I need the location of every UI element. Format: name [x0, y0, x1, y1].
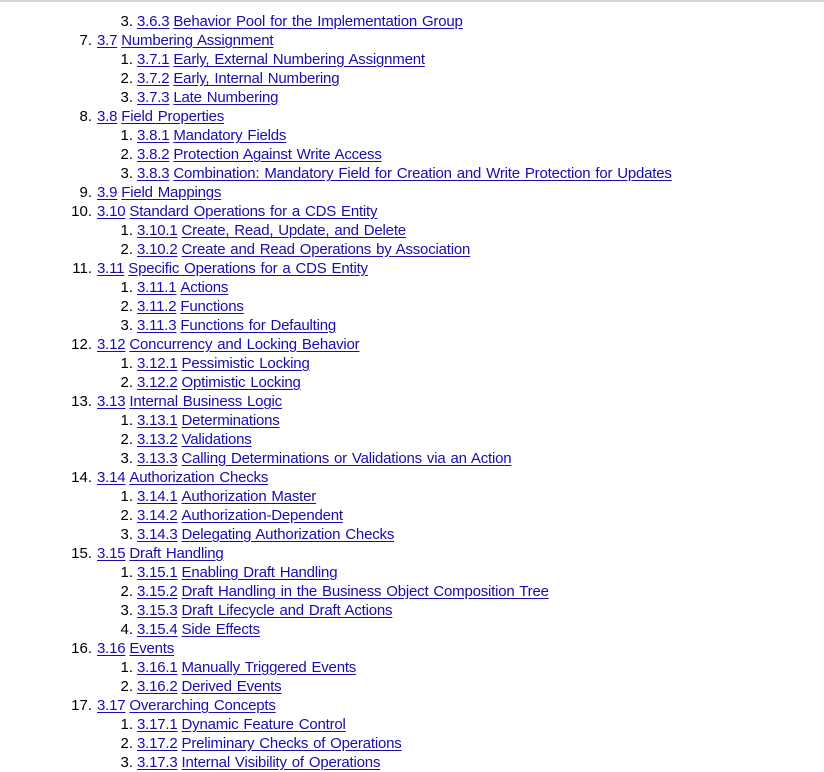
toc-item-number: 3.	[120, 317, 133, 334]
toc-item-section[interactable]: 3.11.3	[137, 317, 177, 334]
toc-item-link[interactable]	[137, 734, 402, 753]
toc-item-section[interactable]: 3.16.2	[137, 678, 178, 695]
toc-item	[0, 601, 824, 620]
toc-item-link[interactable]	[137, 126, 286, 145]
toc-item-link[interactable]	[97, 696, 276, 715]
toc-item-section[interactable]: 3.13.1	[137, 412, 178, 429]
toc-item-section[interactable]: 3.6.3	[137, 13, 170, 30]
toc-item	[0, 753, 824, 772]
toc-item-number: 11.	[72, 260, 92, 277]
toc-item	[0, 696, 824, 715]
toc-item-link[interactable]	[137, 12, 463, 31]
toc-item-number: 3.	[120, 526, 133, 543]
toc-item-section[interactable]: 3.10	[97, 203, 126, 220]
toc-item	[0, 487, 824, 506]
toc-item-number: 2.	[120, 241, 133, 258]
toc-item-section[interactable]: 3.14.1	[137, 488, 178, 505]
toc-item-number: 1.	[120, 412, 133, 429]
toc-item	[0, 544, 824, 563]
toc-item	[0, 563, 824, 582]
toc-item	[0, 468, 824, 487]
toc-item-section[interactable]: 3.11	[97, 260, 125, 277]
toc-item-number: 7.	[79, 32, 92, 49]
toc-item-section[interactable]: 3.7.1	[137, 51, 170, 68]
toc-item-number: 17.	[71, 697, 92, 714]
toc-item-title[interactable]: Pessimistic Locking	[181, 355, 310, 372]
toc-item-link[interactable]	[137, 373, 301, 392]
toc-item-number: 3.	[120, 165, 133, 182]
toc-item-title[interactable]: Functions for Defaulting	[180, 317, 337, 334]
toc-item-section[interactable]: 3.8.2	[137, 146, 170, 163]
toc-item-title[interactable]: Standard Operations for a CDS Entity	[129, 203, 378, 220]
toc-item-section[interactable]: 3.9	[97, 184, 118, 201]
toc-item-number: 2.	[120, 735, 133, 752]
toc-item-number: 2.	[120, 507, 133, 524]
toc-item	[0, 715, 824, 734]
toc-item	[0, 107, 824, 126]
toc-item-number: 13.	[71, 393, 92, 410]
toc-item-section[interactable]: 3.11.1	[137, 279, 177, 296]
toc-item	[0, 734, 824, 753]
toc-item	[0, 88, 824, 107]
toc-item-link[interactable]	[137, 411, 280, 430]
toc-item-title[interactable]: Early, Internal Numbering	[173, 70, 340, 87]
toc-item-number: 16.	[71, 640, 92, 657]
toc-item-section[interactable]: 3.17	[97, 697, 126, 714]
toc-item-section[interactable]: 3.14	[97, 469, 126, 486]
toc-item-link[interactable]	[137, 145, 382, 164]
toc-item-title[interactable]: Field Mappings	[121, 184, 222, 201]
toc-item-link[interactable]	[137, 297, 244, 316]
toc-item-section[interactable]: 3.15.4	[137, 621, 178, 638]
toc-item-link[interactable]	[137, 316, 336, 335]
toc-item-number: 2.	[120, 374, 133, 391]
toc-item-link[interactable]	[137, 506, 343, 525]
toc-item-title[interactable]: Mandatory Fields	[173, 127, 287, 144]
toc-item-number: 3.	[120, 602, 133, 619]
toc-item	[0, 335, 824, 354]
toc-item-title[interactable]: Internal Business Logic	[129, 393, 282, 410]
toc-item-title[interactable]: Side Effects	[181, 621, 260, 638]
toc-item	[0, 259, 824, 278]
toc-item-section[interactable]: 3.14.3	[137, 526, 178, 543]
toc-item-number: 2.	[120, 298, 133, 315]
toc-item-link[interactable]	[137, 658, 356, 677]
toc-item-number: 4.	[120, 621, 133, 638]
toc-item-number: 3.	[120, 450, 133, 467]
toc-item-link[interactable]	[137, 601, 392, 620]
toc-item-title[interactable]: Determinations	[181, 412, 280, 429]
toc-item-section[interactable]: 3.17.3	[137, 754, 178, 771]
toc-item-section[interactable]: 3.7.2	[137, 70, 170, 87]
toc-item-title[interactable]: Numbering Assignment	[121, 32, 274, 49]
toc-item	[0, 126, 824, 145]
toc-item-number: 1.	[120, 51, 133, 68]
toc-item-link[interactable]	[137, 715, 346, 734]
toc-item-number: 2.	[120, 431, 133, 448]
toc-item-link[interactable]	[137, 354, 310, 373]
toc-item-number: 1.	[120, 659, 133, 676]
toc-item	[0, 430, 824, 449]
toc-item-section[interactable]: 3.15.3	[137, 602, 178, 619]
toc-item-link[interactable]	[137, 164, 672, 183]
toc-item-section[interactable]: 3.15	[97, 545, 126, 562]
toc-item	[0, 316, 824, 335]
toc-item	[0, 658, 824, 677]
toc-item-number: 1.	[120, 127, 133, 144]
toc-item-link[interactable]	[137, 278, 228, 297]
toc-item-number: 1.	[120, 716, 133, 733]
toc-item-link[interactable]	[137, 50, 425, 69]
toc-item	[0, 506, 824, 525]
toc-item-link[interactable]	[137, 449, 511, 468]
toc-item-link[interactable]	[137, 88, 278, 107]
toc-item	[0, 240, 824, 259]
toc-item-link[interactable]	[97, 392, 282, 411]
toc-item	[0, 69, 824, 88]
toc-item-link[interactable]	[137, 487, 316, 506]
toc-item-title[interactable]: Draft Handling in the Business Object Composition Tree	[181, 583, 549, 600]
toc-item-title[interactable]: Draft Lifecycle and Draft Actions	[181, 602, 393, 619]
toc-item-section[interactable]: 3.13.3	[137, 450, 178, 467]
toc-item-title[interactable]: Validations	[181, 431, 252, 448]
toc-item-title[interactable]: Overarching Concepts	[129, 697, 276, 714]
toc-item-section[interactable]: 3.17.1	[137, 716, 178, 733]
toc-item-number: 9.	[79, 184, 92, 201]
toc-item-number: 10.	[71, 203, 92, 220]
toc-item-link[interactable]	[137, 620, 260, 639]
toc-item	[0, 677, 824, 696]
toc-item-number: 2.	[120, 146, 133, 163]
toc-item	[0, 449, 824, 468]
toc-item-title[interactable]: Authorization Checks	[129, 469, 269, 486]
toc-item-title[interactable]: Delegating Authorization Checks	[181, 526, 395, 543]
toc-item-title[interactable]: Early, External Numbering Assignment	[173, 51, 425, 68]
toc-item-number: 2.	[120, 70, 133, 87]
toc-item-title[interactable]: Protection Against Write Access	[173, 146, 382, 163]
table-of-contents	[0, 12, 824, 772]
toc-item-link[interactable]	[137, 582, 549, 601]
toc-item	[0, 373, 824, 392]
toc-item-section[interactable]: 3.12.1	[137, 355, 178, 372]
toc-item	[0, 297, 824, 316]
toc-item-title[interactable]: Create and Read Operations by Association	[181, 241, 471, 258]
toc-item	[0, 278, 824, 297]
top-divider	[0, 0, 824, 2]
toc-item-section[interactable]: 3.8.1	[137, 127, 170, 144]
toc-item-link[interactable]	[97, 31, 273, 50]
toc-item-link[interactable]	[97, 335, 359, 354]
toc-item-link[interactable]	[97, 259, 368, 278]
toc-item-title[interactable]: Derived Events	[181, 678, 282, 695]
toc-item-title[interactable]: Dynamic Feature Control	[181, 716, 346, 733]
toc-item-link[interactable]	[97, 183, 221, 202]
toc-item-number: 3.	[120, 754, 133, 771]
toc-item-title[interactable]: Combination: Mandatory Field for Creation and Write Protection for Updates	[173, 165, 672, 182]
toc-item-link[interactable]	[137, 525, 394, 544]
toc-item-title[interactable]: Authorization Master	[181, 488, 317, 505]
toc-item-link[interactable]	[137, 677, 281, 696]
toc-item	[0, 639, 824, 658]
toc-item-section[interactable]: 3.10.2	[137, 241, 178, 258]
toc-item	[0, 31, 824, 50]
toc-item-number: 1.	[120, 222, 133, 239]
toc-item-title[interactable]: Draft Handling	[129, 545, 224, 562]
toc-item-number: 3.	[120, 89, 133, 106]
toc-item-link[interactable]	[97, 639, 174, 658]
toc-item-number: 14.	[71, 469, 92, 486]
toc-item-title[interactable]: Authorization-Dependent	[181, 507, 343, 524]
toc-item-link[interactable]	[97, 202, 377, 221]
toc-item-number: 1.	[120, 488, 133, 505]
toc-item-number: 12.	[71, 336, 92, 353]
toc-item-link[interactable]	[137, 753, 380, 772]
toc-item-title[interactable]: Calling Determinations or Validations via an Action	[181, 450, 512, 467]
toc-item-section[interactable]: 3.17.2	[137, 735, 178, 752]
toc-item-title[interactable]: Functions	[180, 298, 244, 315]
toc-item-title[interactable]: Concurrency and Locking Behavior	[129, 336, 360, 353]
toc-item-section[interactable]: 3.16.1	[137, 659, 178, 676]
toc-item	[0, 582, 824, 601]
toc-item-section[interactable]: 3.11.2	[137, 298, 177, 315]
toc-item-section[interactable]: 3.8	[97, 108, 118, 125]
toc-item	[0, 12, 824, 31]
toc-item-section[interactable]: 3.15.1	[137, 564, 178, 581]
toc-item	[0, 221, 824, 240]
toc-item-number: 8.	[79, 108, 92, 125]
toc-item-title[interactable]: Behavior Pool for the Implementation Group	[173, 13, 463, 30]
toc-item	[0, 620, 824, 639]
toc-item-title[interactable]: Enabling Draft Handling	[181, 564, 338, 581]
toc-item-title[interactable]: Optimistic Locking	[181, 374, 301, 391]
toc-item-section[interactable]: 3.13	[97, 393, 126, 410]
toc-item	[0, 50, 824, 69]
toc-item-section[interactable]: 3.12	[97, 336, 126, 353]
toc-item-number: 1.	[120, 355, 133, 372]
toc-item-title[interactable]: Internal Visibility of Operations	[181, 754, 381, 771]
toc-item-section[interactable]: 3.12.2	[137, 374, 178, 391]
toc-item-number: 1.	[120, 279, 133, 296]
toc-item-section[interactable]: 3.10.1	[137, 222, 178, 239]
toc-item-link[interactable]	[137, 430, 252, 449]
toc-item-title[interactable]: Field Properties	[121, 108, 225, 125]
toc-item-number: 15.	[71, 545, 92, 562]
toc-item-section[interactable]: 3.13.2	[137, 431, 178, 448]
toc-item-title[interactable]: Events	[129, 640, 175, 657]
toc-item-title[interactable]: Create, Read, Update, and Delete	[181, 222, 406, 239]
toc-item-section[interactable]: 3.15.2	[137, 583, 178, 600]
toc-item-link[interactable]	[97, 107, 224, 126]
toc-item-section[interactable]: 3.7.3	[137, 89, 170, 106]
toc-item	[0, 392, 824, 411]
toc-item-title[interactable]: Preliminary Checks of Operations	[181, 735, 402, 752]
toc-item-link[interactable]	[137, 69, 339, 88]
toc-item-number: 3.	[120, 13, 133, 30]
toc-item-link[interactable]	[137, 240, 470, 259]
toc-item-section[interactable]: 3.14.2	[137, 507, 178, 524]
toc-item-section[interactable]: 3.16	[97, 640, 126, 657]
toc-item	[0, 411, 824, 430]
toc-item	[0, 354, 824, 373]
toc-item-link[interactable]	[137, 563, 337, 582]
toc-item	[0, 145, 824, 164]
toc-item-title[interactable]: Late Numbering	[173, 89, 279, 106]
toc-item-link[interactable]	[137, 221, 406, 240]
toc-item-section[interactable]: 3.8.3	[137, 165, 170, 182]
toc-item-title[interactable]: Actions	[180, 279, 229, 296]
toc-item-link[interactable]	[97, 468, 268, 487]
toc-item	[0, 525, 824, 544]
toc-item	[0, 202, 824, 221]
toc-item-number: 1.	[120, 564, 133, 581]
toc-item-section[interactable]: 3.7	[97, 32, 118, 49]
toc-item-number: 2.	[120, 678, 133, 695]
toc-item-title[interactable]: Manually Triggered Events	[181, 659, 357, 676]
toc-item-link[interactable]	[97, 544, 224, 563]
toc-item-number: 2.	[120, 583, 133, 600]
toc-item	[0, 164, 824, 183]
toc-item	[0, 183, 824, 202]
toc-item-title[interactable]: Specific Operations for a CDS Entity	[128, 260, 368, 277]
